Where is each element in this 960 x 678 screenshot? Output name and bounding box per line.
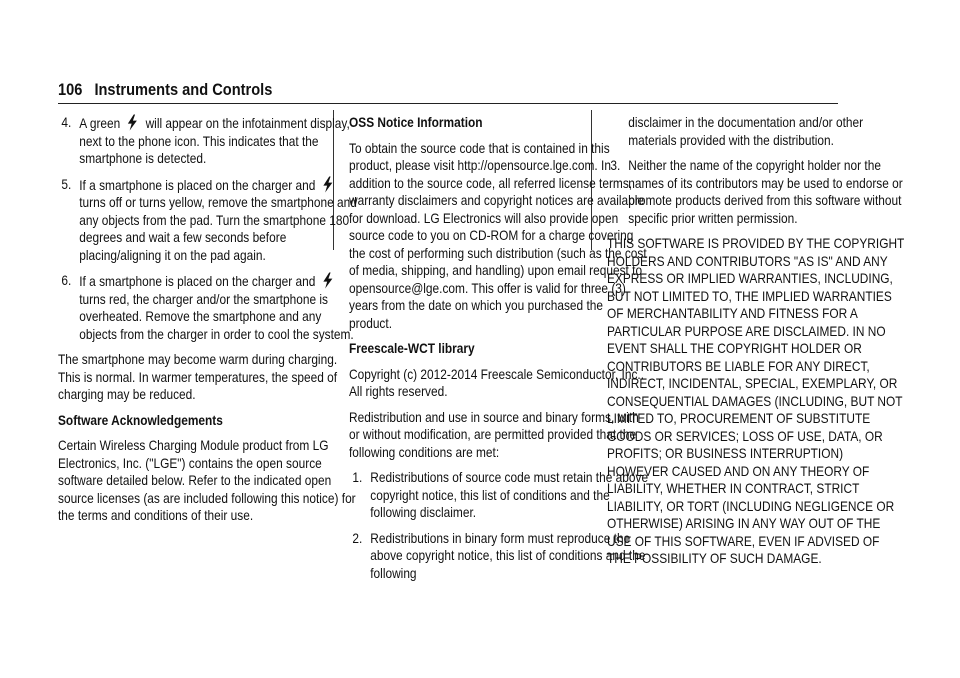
column-1 — [58, 114, 358, 533]
heading-software-acknowledgements: Software Acknowledgements — [58, 411, 223, 428]
section-title: Instruments and Controls — [94, 80, 273, 99]
list-item-text — [79, 176, 357, 265]
column-2 — [349, 114, 649, 590]
paragraph-disclaimer: THIS SOFTWARE IS PROVIDED BY THE COPYRIGHT HOLDERS AND CONTRIBUTORS "AS IS" AND ANY EXPRESS OR IMPLIED WARRANTIES, INCLUDING, BUT NOT LIMITED TO, THE IMPLIED WARRANTIES OF MERCHANTABILITY AND FITNESS FOR A PARTICULAR PURPOSE ARE DISCLAIMED. IN NO EVENT SHALL THE COPYRIGHT HOLDER OR CONTRIBUTORS BE LIABLE FOR ANY DIRECT, INDIRECT, INCIDENTAL, SPECIAL, EXEMPLARY, OR CONSEQUENTIAL DAMAGES (INCLUDING, BUT NOT LIMITED TO, PROCUREMENT OF SUBSTITUTE GOODS OR SERVICES; LOSS OF USE, DATA, OR PROFITS; OR BUSINESS INTERRUPTION) HOWEVER CAUSED AND ON ANY THEORY OF LIABILITY, WHETHER IN CONTRACT, STRICT LIABILITY, OR TORT (INCLUDING NEGLIGENCE OR OTHERWISE) ARISING IN ANY WAY OUT OF THE USE OF THIS SOFTWARE, EVEN IF ADVISED OF THE POSSIBILITY OF SUCH DAMAGE. — [607, 235, 905, 566]
list-item-number: 5. — [61, 175, 72, 192]
header-rule — [58, 103, 838, 104]
list-item-text: disclaimer in the documentation and/or other materials provided with the distribution. — [628, 114, 864, 148]
heading-freescale-library: Freescale-WCT library — [349, 340, 475, 356]
page-number: 106 — [58, 80, 83, 99]
charging-bolt-icon — [320, 176, 334, 193]
list-item-text: Redistributions in binary form must reproduce the above copyright notice, this list of conditions and the following — [370, 529, 646, 581]
paragraph-warm: The smartphone may become warm during charging. This is normal. In warmer temperatures, the speed of charging may be reduced. — [58, 351, 338, 402]
list-item-indent — [607, 114, 628, 149]
list-item-text — [79, 272, 357, 343]
list-item-text — [79, 114, 357, 168]
list-item-number: 3. — [610, 157, 621, 173]
list-item-number: 4. — [61, 114, 72, 130]
list-item — [58, 272, 357, 343]
heading-oss-notice: OSS Notice Information — [349, 114, 483, 130]
paragraph-redistribution: Redistribution and use in source and binary forms, with or without modification, are permitted provided that the following conditions are met: — [349, 408, 639, 460]
charging-bolt-icon — [320, 272, 334, 289]
list-item-text-pre: If a smartphone is placed on the charger and — [79, 273, 316, 289]
column-3 — [607, 114, 907, 576]
paragraph-copyright: Copyright (c) 2012-2014 Freescale Semiconductor, Inc.. All rights reserved. — [349, 365, 645, 399]
list-item-number: 6. — [61, 272, 72, 288]
list-item-text-pre: If a smartphone is placed on the charger and — [79, 176, 316, 193]
charging-bolt-icon — [125, 114, 139, 131]
paragraph-software: Certain Wireless Charging Module product from LG Electronics, Inc. ("LGE") contains the open source software detailed below. Refer to the indicated open source licenses (as are included following this notice) for the terms and conditions of their use. — [58, 437, 356, 523]
list-item-text-post: turns red, the charger and/or the smartphone is overheated. Remove the smartphone and any objects from the charger in order to cool the system. — [79, 290, 354, 342]
list-item-text-post: turns off or turns yellow, remove the smartphone and any objects from the pad. Turn the smartphone 180 degrees and wait a few seconds before placing/aligning it on the pad again. — [79, 194, 357, 263]
list-item — [349, 469, 648, 522]
list-item-text: Neither the name of the copyright holder nor the names of its contributors may be used to endorse or promote products derived from this software without specific prior written permission. — [628, 157, 903, 226]
list-item-text: Redistributions of source code must retain the above copyright notice, this list of conditions and the following disclaimer. — [370, 469, 649, 520]
list-item-text-pre: A green — [79, 115, 121, 131]
list-item-number: 1. — [352, 469, 363, 485]
page-header — [58, 80, 729, 100]
list-item — [58, 114, 357, 168]
list-item — [349, 530, 648, 583]
list-item-number: 2. — [352, 529, 363, 546]
list-item — [607, 157, 906, 227]
paragraph-oss: To obtain the source code that is contained in this product, please visit http://opensource.lge.com. In addition to the source code, all referred license terms, warranty disclaimers and copyright notices are available for download. LG Electronics will also provide open source code to you on CD-ROM for a charge covering the cost of performing such distribution (such as the cost of media, shipping, and handling) upon email request to opensource@lge.com. This offer is valid for three (3) years from the date on which you purchased the product. — [349, 139, 647, 331]
list-item-continuation — [607, 114, 906, 149]
list-item-text-post: will appear on the infotainment display, next to the phone icon. This indicates that the smartphone is detected. — [79, 115, 350, 166]
list-item — [58, 176, 357, 265]
